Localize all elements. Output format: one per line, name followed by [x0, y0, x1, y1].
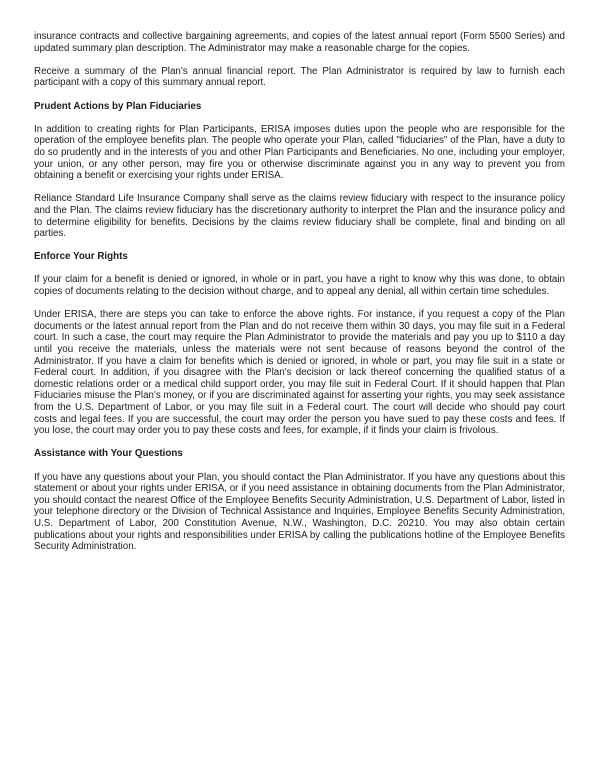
heading-prudent-actions: Prudent Actions by Plan Fiduciaries — [34, 100, 202, 112]
paragraph-enforcement-steps: Under ERISA, there are steps you can take to enforce the above rights. For instance, if you request a copy of the Plan documents or the latest annual report from the Plan and do not receive them within 30 days, you may file suit in a Federal court. In such a case, the court may require the Plan Administrator to provide the materials and pay you up to $110 a day until you receive the materials, unless the materials were not sent because of reasons beyond the control of the Administrator. If you have a claim for benefits which is denied or ignored, in whole or part, you may file suit in a state or Federal court. In addition, if you disagree with the Plan's decision or lack thereof concerning the qualified status of a domestic relations order or a medical child support order, you may file suit in Federal Court. If it should happen that Plan Fiduciaries misuse the Plan's money, or if you are discriminated against for asserting your rights, you may seek assistance from the U.S. Department of Labor, or you may file suit in a Federal court. The court will decide who should pay court costs and legal fees. If you are successful, the court may order the person you have sued to pay these costs and fees. If you lose, the court may order you to pay these costs and fees, for example, if it finds your claim is frivolous. — [34, 309, 565, 437]
heading-assistance-questions: Assistance with Your Questions — [34, 448, 183, 460]
heading-enforce-your-rights: Enforce Your Rights — [34, 251, 128, 263]
paragraph-claims-review-fiduciary: Reliance Standard Life Insurance Company shall serve as the claims review fiduciary with respect to the insurance policy and the Plan. The claims review fiduciary has the discretionary authority to interpret the Plan and the insurance policy and to determine eligibility for benefits. Decisions by the claims review fiduciary shall be complete, final and binding on all parties. — [34, 193, 565, 240]
paragraph-summary-annual-report: Receive a summary of the Plan's annual financial report. The Plan Administrator is required by law to furnish each participant with a copy of this summary annual report. — [34, 65, 565, 89]
paragraph-fiduciary-duties: In addition to creating rights for Plan Participants, ERISA imposes duties upon the people who are responsible for the operation of the employee benefits plan. The people who operate your Plan, called "fiduciaries" of the Plan, have a duty to do so prudently and in the interests of you and other Plan Participants and Beneficiaries. No one, including your employer, your union, or any other person, may fire you or otherwise discriminate against you in any way to prevent you from obtaining a benefit or exercising your rights under ERISA. — [34, 123, 565, 182]
paragraph-copies: insurance contracts and collective bargaining agreements, and copies of the latest annual report (Form 5500 Series) and updated summary plan description. The Administrator may make a reasonable charge for the copies. — [34, 31, 565, 54]
paragraph-contact-information: If you have any questions about your Plan, you should contact the Plan Administrator. If you have any questions about this statement or about your rights under ERISA, or if you need assistance in obtaining documents from the Plan Administrator, you should contact the nearest Office of the Employee Benefits Security Administration, U.S. Department of Labor, listed in your telephone directory or the Division of Technical Assistance and Inquiries, Employee Benefits Security Administration, U.S. Department of Labor, 200 Constitution Avenue, N.W., Washington, D.C. 20210. You may also obtain certain publications about your rights and responsibilities under ERISA by calling the publications hotline of the Employee Benefits Security Administration. — [34, 471, 565, 553]
paragraph-claim-denied: If your claim for a benefit is denied or ignored, in whole or in part, you have a right to know why this was done, to obtain copies of documents relating to the decision without charge, and to appeal any denial, all within certain time schedules. — [34, 274, 565, 298]
